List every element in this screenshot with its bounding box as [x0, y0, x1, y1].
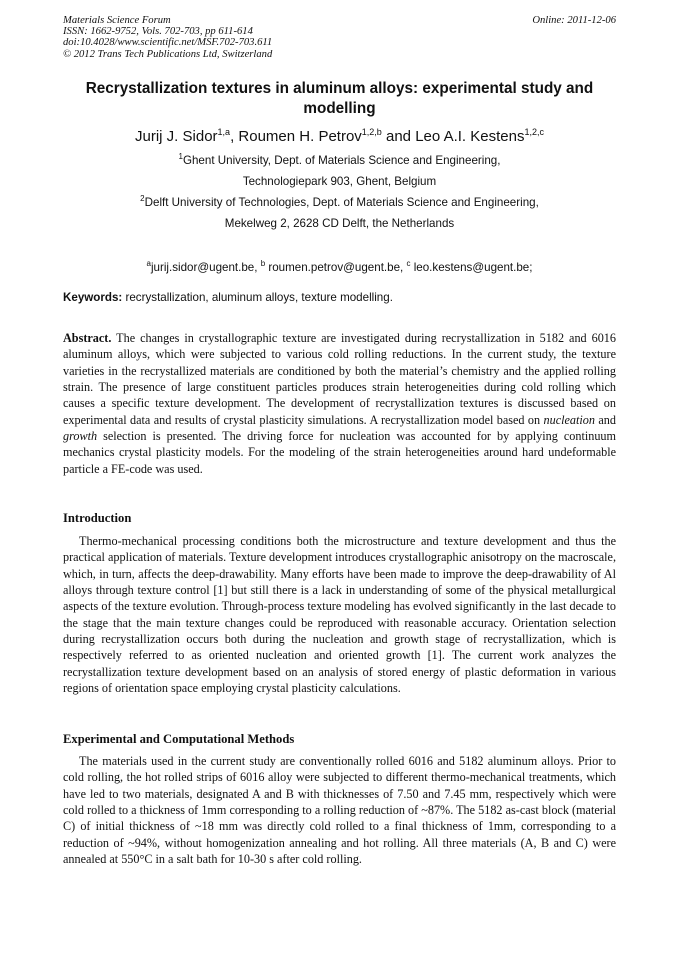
abstract-italic: growth — [63, 429, 98, 444]
affiliation-line: Ghent University, Dept. of Materials Science and Engineering, — [182, 153, 501, 167]
abstract-label: Abstract. — [63, 331, 112, 345]
affiliation-sup: 2 — [140, 194, 145, 203]
keywords — [63, 291, 616, 304]
online-date: Online: 2011-12-06 — [532, 15, 616, 26]
keywords-text: recrystallization, aluminum alloys, texture modelling. — [122, 291, 393, 304]
abstract — [63, 330, 616, 477]
email-link[interactable]: roumen.petrov@ugent.be, — [265, 260, 407, 274]
abstract-text: and — [594, 412, 616, 427]
doi: doi:10.4028/www.scientific.net/MSF.702-703.611 — [63, 37, 273, 49]
issn: ISSN: 1662-9752, Vols. 702-703, pp 611-614 — [63, 26, 253, 38]
email-sup: a — [146, 259, 151, 268]
email-sup: c — [406, 259, 411, 268]
author-name: Jurij J. Sidor — [135, 128, 218, 145]
affiliation-2 — [63, 191, 616, 232]
author-list — [63, 122, 616, 147]
author-name: Leo A.I. Kestens — [415, 128, 525, 145]
abstract-text: selection is presented. The driving force for nucleation was accounted for by applying continuum mechanics crystal plasticity models. For the modeling of the strain heterogeneities around hard undeformable particle a FE-code was used. — [63, 429, 616, 476]
author-sup: 1,2,c — [524, 127, 544, 137]
abstract-italic: nucleation — [543, 412, 595, 427]
copyright: © 2012 Trans Tech Publications Ltd, Switzerland — [63, 48, 273, 60]
affiliation-1 — [63, 149, 616, 190]
journal-header — [63, 15, 272, 60]
methods-heading: Experimental and Computational Methods — [63, 732, 295, 746]
email-sup: b — [260, 259, 266, 268]
affiliation-line: Delft University of Technologies, Dept. of Materials Science and Engineering, — [144, 195, 539, 209]
journal-name: Materials Science Forum — [63, 15, 171, 26]
paper-title: Recrystallization textures in aluminum alloys: experimental study and modelling — [85, 80, 594, 117]
author-separator: and — [381, 128, 416, 145]
affiliation-line: Mekelweg 2, 2628 CD Delft, the Netherlands — [224, 216, 455, 230]
author-separator: , — [230, 128, 239, 145]
email-link[interactable]: leo.kestens@ugent.be; — [410, 260, 533, 274]
introduction-heading: Introduction — [63, 511, 132, 525]
author-sup: 1,2,b — [361, 127, 382, 137]
author-name: Roumen H. Petrov — [238, 128, 362, 145]
affiliation-sup: 1 — [178, 152, 183, 161]
keywords-label: Keywords: — [63, 291, 123, 304]
methods-text: The materials used in the current study are conventionally rolled 6016 and 5182 aluminum alloys. Prior to cold rolling, the hot rolled strips of 6016 alloy were subjected to different thermo-mechanical treatments, which have led to two materials, designated A and B with thicknesses of 7.50 and 7.45 mm, respectively which were cold rolled to a thickness of 1mm corresponding to a rolling reduction of ~87%. The 5182 as-cast block (material C) of initial thickness of ~18 mm was directly cold rolled to a final thickness of 1mm, corresponding to a reduction of ~94%, without homogenization annealing and hot rolling. All three materials (A, B and C) were annealed at 550°C in a salt bath for 10-30 s after cold rolling. — [63, 754, 616, 867]
email-link[interactable]: jurij.sidor@ugent.be, — [150, 260, 261, 274]
author-sup: 1,a — [217, 127, 231, 137]
introduction-text: Thermo-mechanical processing conditions both the microstructure and texture development and thus the practical application of materials. Texture development introduces crystallographic anisotropy on the macroscale, which, in turn, affects the deep-drawability. Many efforts have been made to improve the deep-drawability of Al alloys through texture control [1] but still there is a lack in understanding of some of the physical metallurgical aspects of the texture evolution. Through-process texture modeling has evolved significantly in the last decade to the stage that the main texture changes could be reproduced with reasonable accuracy. Orientation selection during recrystallization occurs both during the nucleation and growth stage of recrystallization, which is respectively referred to as oriented nucleation and oriented growth [1]. The current work analyzes the recrystallization texture development based on an analysis of stored energy of plastic deformation in various regions of orientation space employing crystal plasticity calculations. — [63, 534, 616, 696]
email-line — [63, 256, 616, 276]
abstract-text: The changes in crystallographic texture are investigated during recrystallization in 5182 and 6016 aluminum alloys, which were subjected to various cold rolling reductions. In the current study, the texture varieties in the recrystallized materials are conditioned by both the material’s chemistry and the applied rolling strain. The presence of large constituent particles produces strain heterogeneities during cold rolling which causes a specific texture development. The development of recrystallization textures is discussed based on experimental data and results of crystal plasticity simulations. A recrystallization model based on — [63, 331, 616, 427]
affiliation-line: Technologiepark 903, Ghent, Belgium — [242, 174, 437, 188]
